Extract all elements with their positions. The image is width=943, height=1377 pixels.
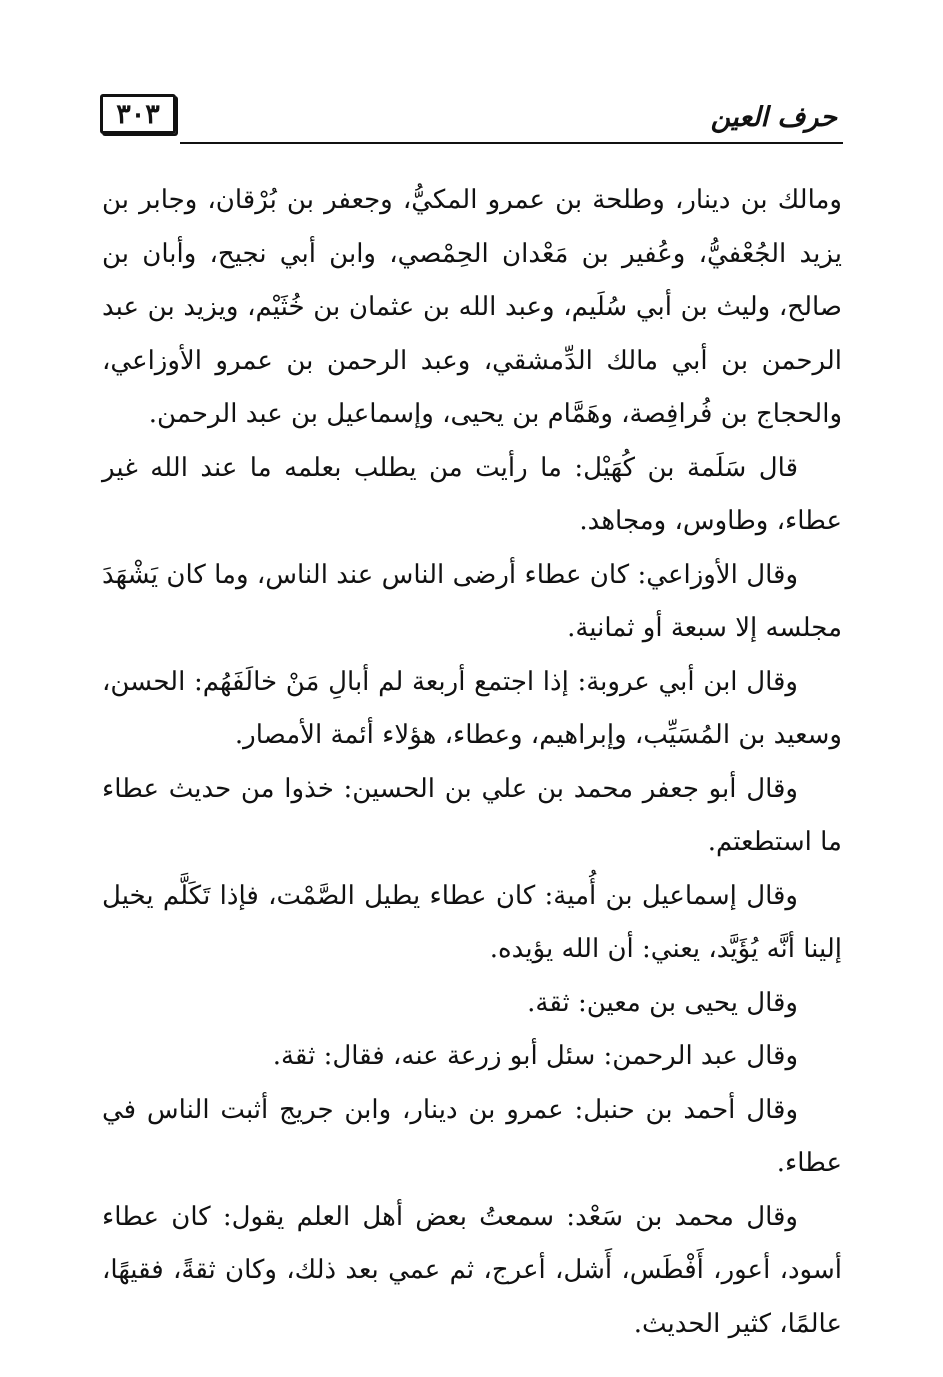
- page-number-text: ٣٠٣: [116, 98, 160, 130]
- paragraph-ahmad: وقال أحمد بن حنبل: عمرو بن دينار، وابن جريج أثبت الناس في عطاء.: [102, 1094, 842, 1178]
- paragraph-narrators: ومالك بن دينار، وطلحة بن عمرو المكيُّ، وجعفر بن بُرْقان، وجابر بن يزيد الجُعْفيُّ، وعُفير بن مَعْدان الحِمْصي، وابن أبي نجيح، وأبان بن صالح، وليث بن أبي سُلَيم، وعبد الله بن عثمان بن خُثَيْم، ويزيد بن عبد الرحمن بن أبي مالك الدِّمشقي، وعبد الرحمن بن عمرو الأوزاعي، والحجاج بن فُرافِصة، وهَمَّام بن يحيى، وإسماعيل بن عبد الرحمن.: [102, 185, 842, 429]
- body-text: [102, 174, 842, 1351]
- paragraph-awzai: وقال الأوزاعي: كان عطاء أرضى الناس عند الناس، وما كان يَشْهَدَ مجلسه إلا سبعة أو ثمانية.: [102, 559, 842, 643]
- paragraph-abd-rahman: وقال عبد الرحمن: سئل أبو زرعة عنه، فقال: ثقة.: [272, 1041, 798, 1071]
- paragraph-abi-aruba: وقال ابن أبي عروبة: إذا اجتمع أربعة لم أبالِ مَنْ خالَفَهُم: الحسن، وسعيد بن المُسَيِّب، وإبراهيم، وعطاء، هؤلاء أئمة الأمصار.: [102, 666, 842, 750]
- page-header: [100, 88, 843, 146]
- paragraph-abu-jafar: وقال أبو جعفر محمد بن علي بن الحسين: خذوا من حديث عطاء ما استطعتم.: [102, 773, 842, 857]
- header-rule: [180, 142, 843, 144]
- paragraph-ismail: وقال إسماعيل بن أُمية: كان عطاء يطيل الصَّمْت، فإذا تَكَلَّم يخيل إلينا أنَّه يُؤَيَّد، يعني: أن الله يؤيده.: [102, 880, 842, 964]
- page-number: [100, 94, 176, 134]
- paragraph-salama: قال سَلَمة بن كُهَيْل: ما رأيت من يطلب بعلمه ما عند الله غير عطاء، وطاوس، ومجاهد.: [102, 452, 842, 536]
- paragraph-ibn-sad: وقال محمد بن سَعْد: سمعتُ بعض أهل العلم يقول: كان عطاء أسود، أعور، أَفْطَس، أَشل، أعرج، ثم عمي بعد ذلك، وكان ثقةً، فقيهًا، عالمًا، كثير الحديث.: [102, 1201, 842, 1339]
- running-title: حرف العين: [710, 102, 837, 133]
- paragraph-yahya: وقال يحيى بن معين: ثقة.: [527, 987, 798, 1018]
